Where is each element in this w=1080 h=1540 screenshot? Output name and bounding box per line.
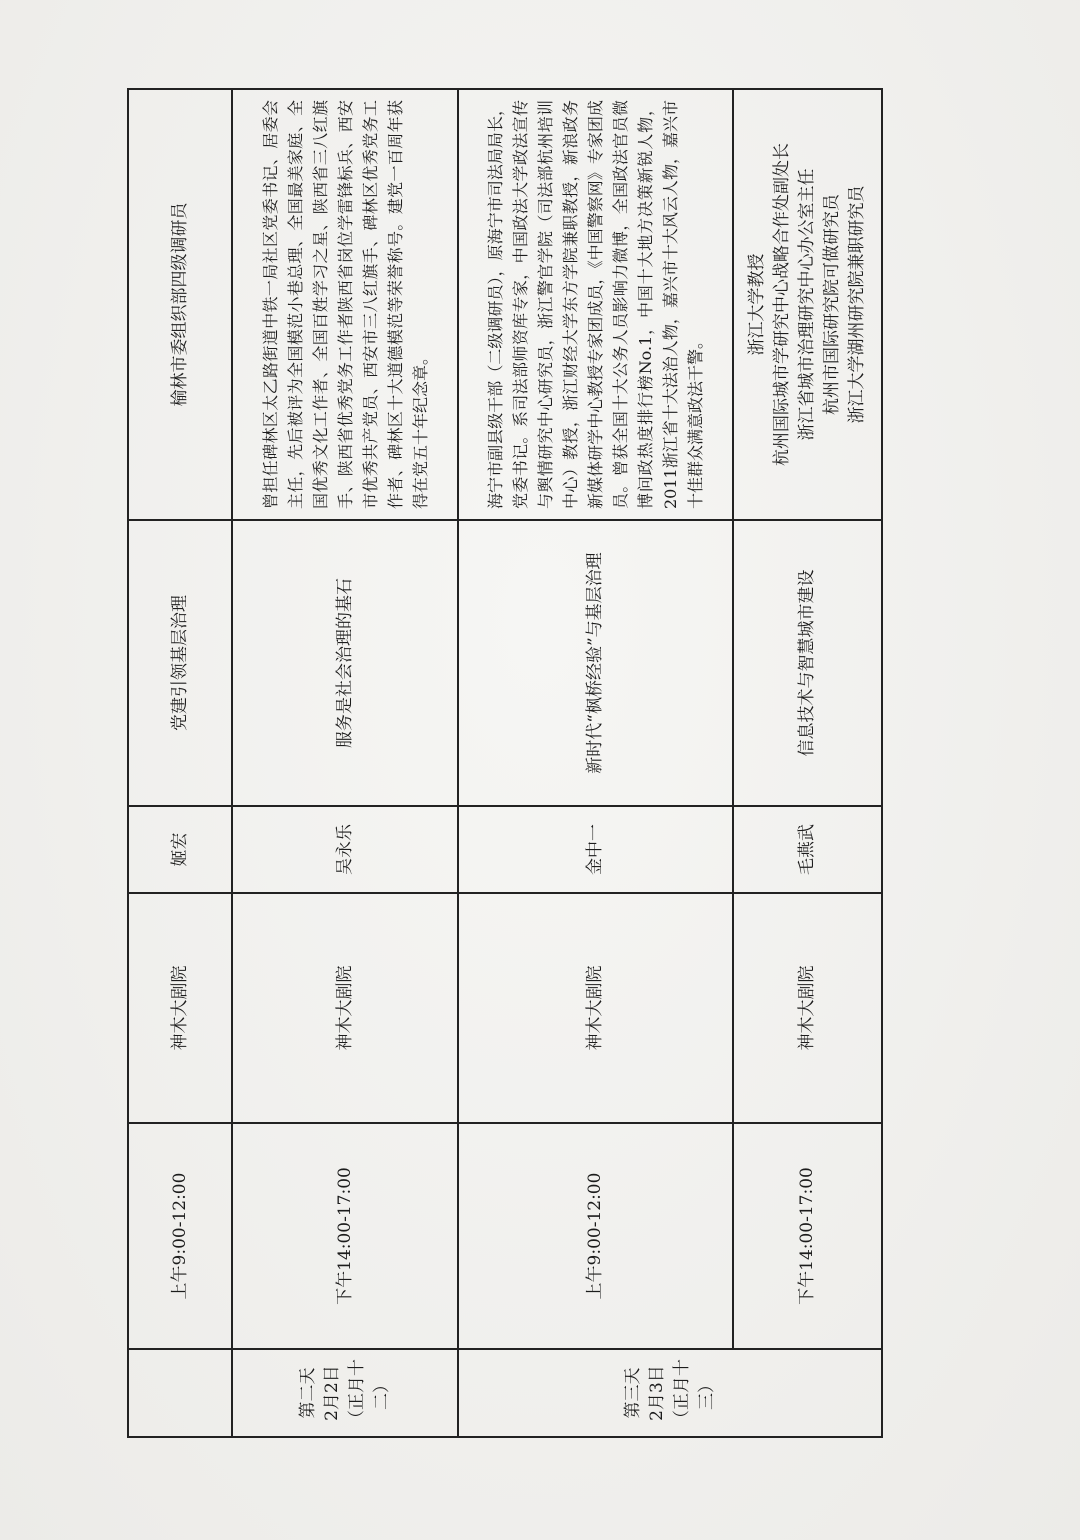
time-cell: 下午14:00-17:00: [232, 1123, 458, 1349]
topic-cell: 信息技术与智慧城市建设: [733, 520, 882, 806]
day-label: 第二天: [297, 1367, 318, 1419]
bio-line: 杭州市国际研究院可做研究员: [822, 194, 842, 415]
bio-line: 浙江省城市治理研究中心办公室主任: [797, 168, 817, 441]
speaker-cell: 毛燕武: [733, 806, 882, 893]
table-row: [232, 89, 458, 1437]
date-label: 2月2日: [322, 1365, 343, 1421]
speaker-cell: 吴永乐: [232, 806, 458, 893]
bio-line: 浙江大学湖州研究院兼职研究员: [847, 185, 867, 424]
speaker-bio-cell: [733, 89, 882, 520]
bio-line: 浙江大学教授: [747, 253, 767, 356]
venue-cell: 神木大剧院: [232, 893, 458, 1123]
date-cell-day2: [232, 1349, 458, 1437]
venue-cell: 神木大剧院: [733, 893, 882, 1123]
topic-cell: 新时代“枫桥经验”与基层治理: [458, 520, 733, 806]
lunar-date-label: （正月十三）: [672, 1359, 717, 1427]
speaker-cell: 姬宏: [128, 806, 232, 893]
schedule-table: [127, 88, 883, 1438]
table-row: [733, 89, 882, 1437]
venue-cell: 神木大剧院: [458, 893, 733, 1123]
date-cell-day3: [458, 1349, 882, 1437]
schedule-table-rotated: [127, 90, 881, 1438]
time-cell: 下午14:00-17:00: [733, 1123, 882, 1349]
speaker-bio-cell: 榆林市委组织部四级调研员: [128, 89, 232, 520]
date-cell: [128, 1349, 232, 1437]
speaker-cell: 金中一: [458, 806, 733, 893]
table-row: [128, 89, 232, 1437]
table-row: [458, 89, 733, 1437]
lunar-date-label: （正月十二）: [347, 1359, 392, 1427]
topic-cell: 党建引领基层治理: [128, 520, 232, 806]
bio-line: 杭州国际城市学研究中心战略合作处副处长: [772, 143, 792, 466]
speaker-bio-cell: 海宁市副县级干部（二级调研员），原海宁市司法局局长，党委书记。系司法部师资库专家，中国政法大学政法宣传与舆情研究中心研究员，浙江警官学院（司法部杭州培训中心）教授，浙江财经大学东方学院兼职教授，新浪政务新媒体研学中心教授专家团成员，《中国警察网》专家团成员。曾获全国十大公务人员影响力微博，全国政法官员微博问政热度排行榜No.1，中国十大地方决策新锐人物，2011浙江省十大法治人物，嘉兴市十大风云人物，嘉兴市十佳群众满意政法干警。: [458, 89, 733, 520]
speaker-bio-cell: 曾担任碑林区太乙路街道中铁一局社区党委书记、居委会主任，先后被评为全国模范小巷总理、全国最美家庭、全国优秀文化工作者、全国百姓学习之星、陕西省三八红旗手、陕西省优秀党务工作者陕西省岗位学雷锋标兵、西安市优秀共产党员、西安市三八红旗手、碑林区优秀党务工作者、碑林区十大道德模范等荣誉称号。建党一百周年获得在党五十年纪念章。: [232, 89, 458, 520]
time-cell: 上午9:00-12:00: [458, 1123, 733, 1349]
day-label: 第三天: [622, 1367, 643, 1419]
venue-cell: 神木大剧院: [128, 893, 232, 1123]
date-label: 2月3日: [647, 1365, 668, 1421]
time-cell: 上午9:00-12:00: [128, 1123, 232, 1349]
topic-cell: 服务是社会治理的基石: [232, 520, 458, 806]
